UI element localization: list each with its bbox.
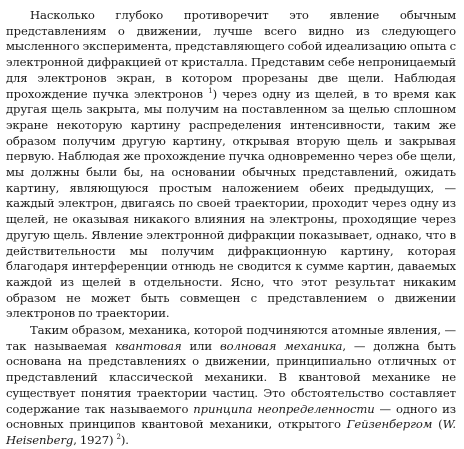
paragraph-2-text-a: Таким образом, механика, которой подчиняются атомные явления, — так называемая xyxy=(6,323,456,353)
term-uncertainty-principle: принципа неопределенности xyxy=(193,401,375,416)
paragraph-1-text-a: Насколько глубоко противоречит это явление обычным представлениям о движении, лучше всего видно из следующего мысленного эксперимента, представляющего собой идеализацию опыта с электронной дифракцией от кристалла. Представим себе непроницаемый для электронов экран, в котором прорезаны две щели. Наблюдая прохождение пучка электронов xyxy=(6,8,456,101)
paragraph-2-text-g: ). xyxy=(120,432,129,447)
term-wave-mechanics: волновая механика xyxy=(220,338,343,353)
paragraph-2-text-c: , — должна быть основана на представлениях о движении, принципиально отличных от представлений классической механики. В квантовой механике не существует понятия траектории частиц. Это обстоятельство составляет содержание так называемого xyxy=(6,338,456,416)
paragraph-1-text-b: ) через одну из щелей, в то время как другая щель закрыта, мы получим на поставленном за щелью сплошном экране некоторую картину распределения интенсивности, таким же образом получим другую картину, открывая вторую щель и закрывая первую. Наблюдая же прохождение пучка одновременно через обе щели, мы должны были бы, на основании обычных представлений, ожидать картину, являющуюся простым наложением обеих предыдущих, — каждый электрон, двигаясь по своей траектории, проходит через одну из щелей, не оказывая никакого влияния на электроны, проходящие через другую щель. Явление электронной дифракции показывает, однако, что в действительности мы получим дифракционную картину, которая благодаря интерференции отнюдь не сводится к сумме картин, даваемых каждой из щелей в отдельности. Ясно, что этот результат никаким образом не может быть совмещен с представлением о движении электронов по траектории. xyxy=(6,86,456,321)
name-heisenberg-ru: Гейзенбергом xyxy=(346,417,433,432)
term-quantum: квантовая xyxy=(114,338,182,353)
paragraph-2-text-e: ( xyxy=(432,417,443,432)
footnote-marker-1: 1 xyxy=(208,86,213,95)
paragraph-double-slit-experiment xyxy=(6,8,456,322)
paragraph-2-text-f: , 1927) xyxy=(73,432,114,447)
footnote-marker-2: 2 xyxy=(116,433,121,442)
paragraph-2-text-b: или xyxy=(181,338,221,353)
name-heisenberg-latin: W. Heisenberg xyxy=(6,417,456,447)
paragraph-2-text-d: — одного из основных принципов квантовой механики, открытого xyxy=(6,401,456,432)
book-page xyxy=(6,8,456,449)
paragraph-quantum-mechanics xyxy=(6,323,456,449)
